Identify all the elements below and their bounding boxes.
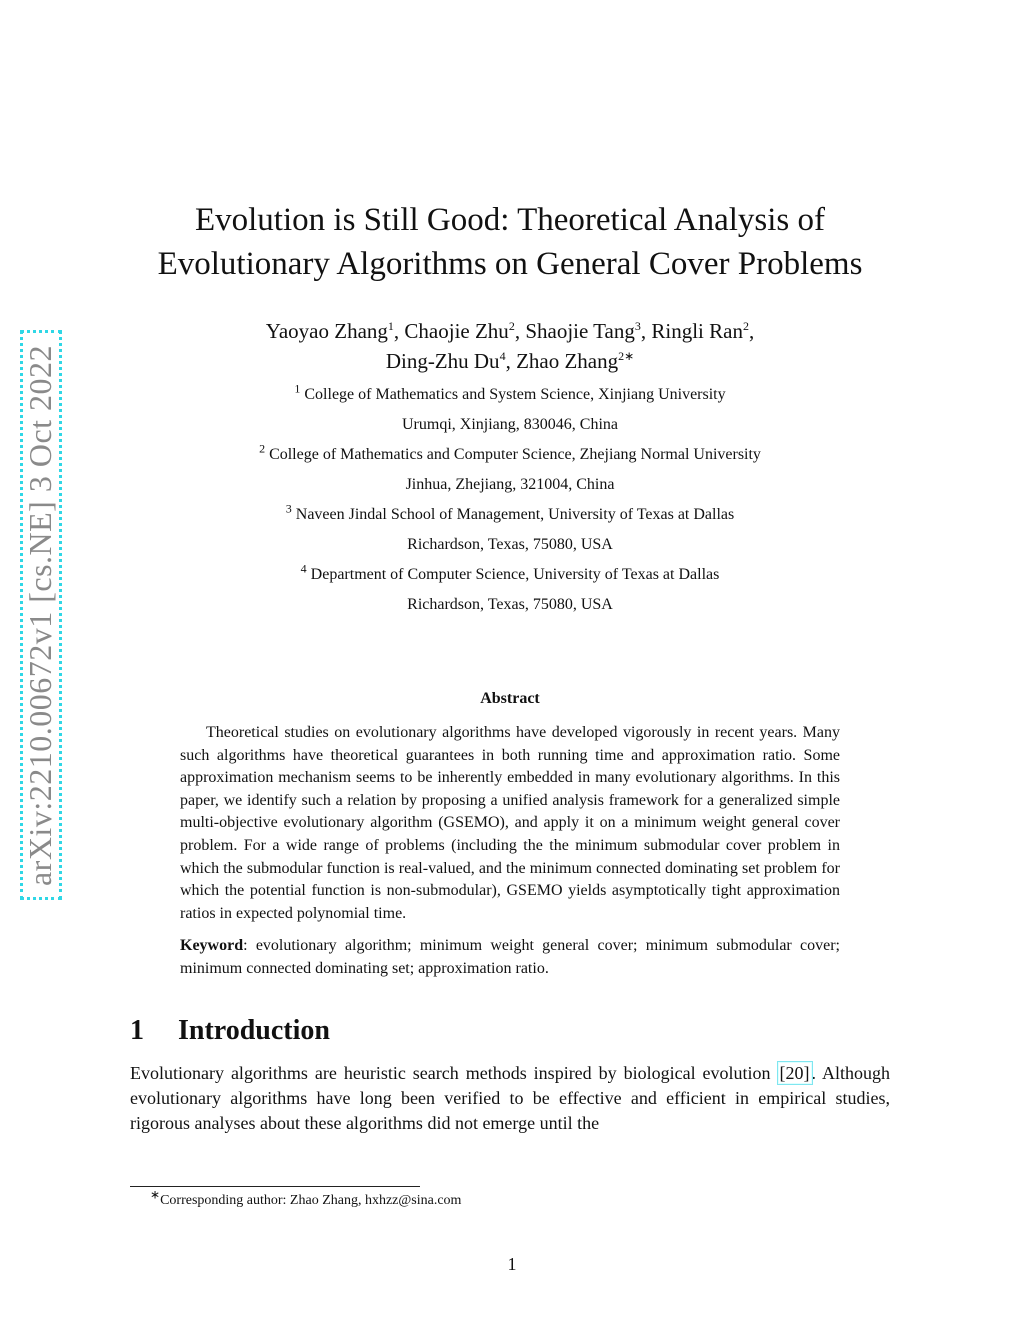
arxiv-identifier: arXiv:2210.00672v1 [cs.NE] 3 Oct 2022 [22,344,59,886]
footnote-text: Corresponding author: Zhao Zhang, hxhzz@sina.com [160,1193,462,1208]
affiliation-text: Naveen Jindal School of Management, University of Texas at Dallas [295,506,735,523]
keyword-label: Keyword [180,937,244,955]
affiliation-text: Department of Computer Science, University of Texas at Dallas [310,566,720,583]
affiliation-sup: 2 [259,441,266,456]
affiliation-text: College of Mathematics and Computer Science, Zhejiang Normal University [269,446,761,463]
author-name: Shaojie Tang [525,319,635,343]
intro-paragraph [130,1061,890,1136]
abstract-heading: Abstract [480,690,540,707]
affiliation-sup: 3 [285,501,292,516]
affiliation-address: Jinhua, Zhejiang, 321004, China [405,476,615,493]
footnote-mark: ∗ [150,1187,161,1202]
intro-text: . Although evolutionary algorithms have long been verified to be effective and efficient in empirical studies, rigorous analyses about these algorithms did not emerge until the [130,1062,890,1133]
author-sup: 2 [508,319,515,333]
author-name: Yaoyao Zhang [265,319,388,343]
author-sup: 3 [634,319,641,333]
keyword-text: : evolutionary algorithm; minimum weight general cover; minimum submodular cover; minimum connected dominating set; approximation ratio. [180,937,840,977]
affiliation-address: Urumqi, Xinjiang, 830046, China [402,416,618,433]
abstract-body: Theoretical studies on evolutionary algorithms have developed vigorously in recent years. Many such algorithms have theoretical guarantees in both running time and approximation ratio. Some approximation mechanism seems to be inherently embedded in many evolutionary algorithms. In this paper, we identify such a relation by proposing a unified analysis framework for a generalized simple multi-objective evolutionary algorithm (GSEMO), and apply it on a minimum weight general cover problem. For a wide range of problems (including the the minimum submodular cover problem in which the submodular function is real-valued, and the minimum connected dominating set problem for which the potential function is non-submodular), GSEMO yields asymptotically tight approximation ratios in expected polynomial time. [180,724,840,922]
keywords [180,935,840,980]
section-title: Introduction [178,1014,330,1046]
affiliation-address: Richardson, Texas, 75080, USA [407,536,613,553]
paper-title [130,198,890,286]
affiliation-name [130,380,890,410]
author-name: Ding-Zhu Du [385,349,500,373]
affiliation-list [130,380,890,620]
affiliation-sup: 1 [294,381,301,396]
author-sup: 2 [742,319,749,333]
section-number: 1 [130,1014,144,1046]
paper-page [130,198,890,1136]
author-sup: 4 [499,349,506,363]
citation-link[interactable]: [20] [779,1062,810,1083]
intro-text: Evolutionary algorithms are heuristic search methods inspired by biological evolution [130,1062,778,1083]
author-name: Ringli Ran [651,319,743,343]
page-number: 1 [507,1254,517,1274]
author-name: Chaojie Zhu [404,319,509,343]
footnote-rule [130,1186,420,1187]
author-sup: 1 [387,319,394,333]
section-heading [130,1015,890,1047]
author-sup: 2∗ [618,349,635,363]
arxiv-stamp [20,330,62,900]
affiliation-name [130,500,890,530]
affiliation-name [130,560,890,590]
author-name: Zhao Zhang [516,349,619,373]
affiliation-name [130,440,890,470]
footnote [150,1187,462,1209]
author-list: Yaoyao Zhang$^1$, Chaojie Zhu$^2$, Shaojie Tang$^3$, Ringli Ran$^2$, Ding-Zhu Du$^4$, Zhao Zhang$^{2∗}$ [265,319,755,373]
title-line-2: Evolutionary Algorithms on General Cover Problems [157,246,863,282]
title-line-1: Evolution is Still Good: Theoretical Analysis of [194,202,825,238]
affiliation-text: College of Mathematics and System Science, Xinjiang University [304,386,726,403]
affiliation-sup: 4 [300,561,307,576]
affiliation-address: Richardson, Texas, 75080, USA [407,596,613,613]
